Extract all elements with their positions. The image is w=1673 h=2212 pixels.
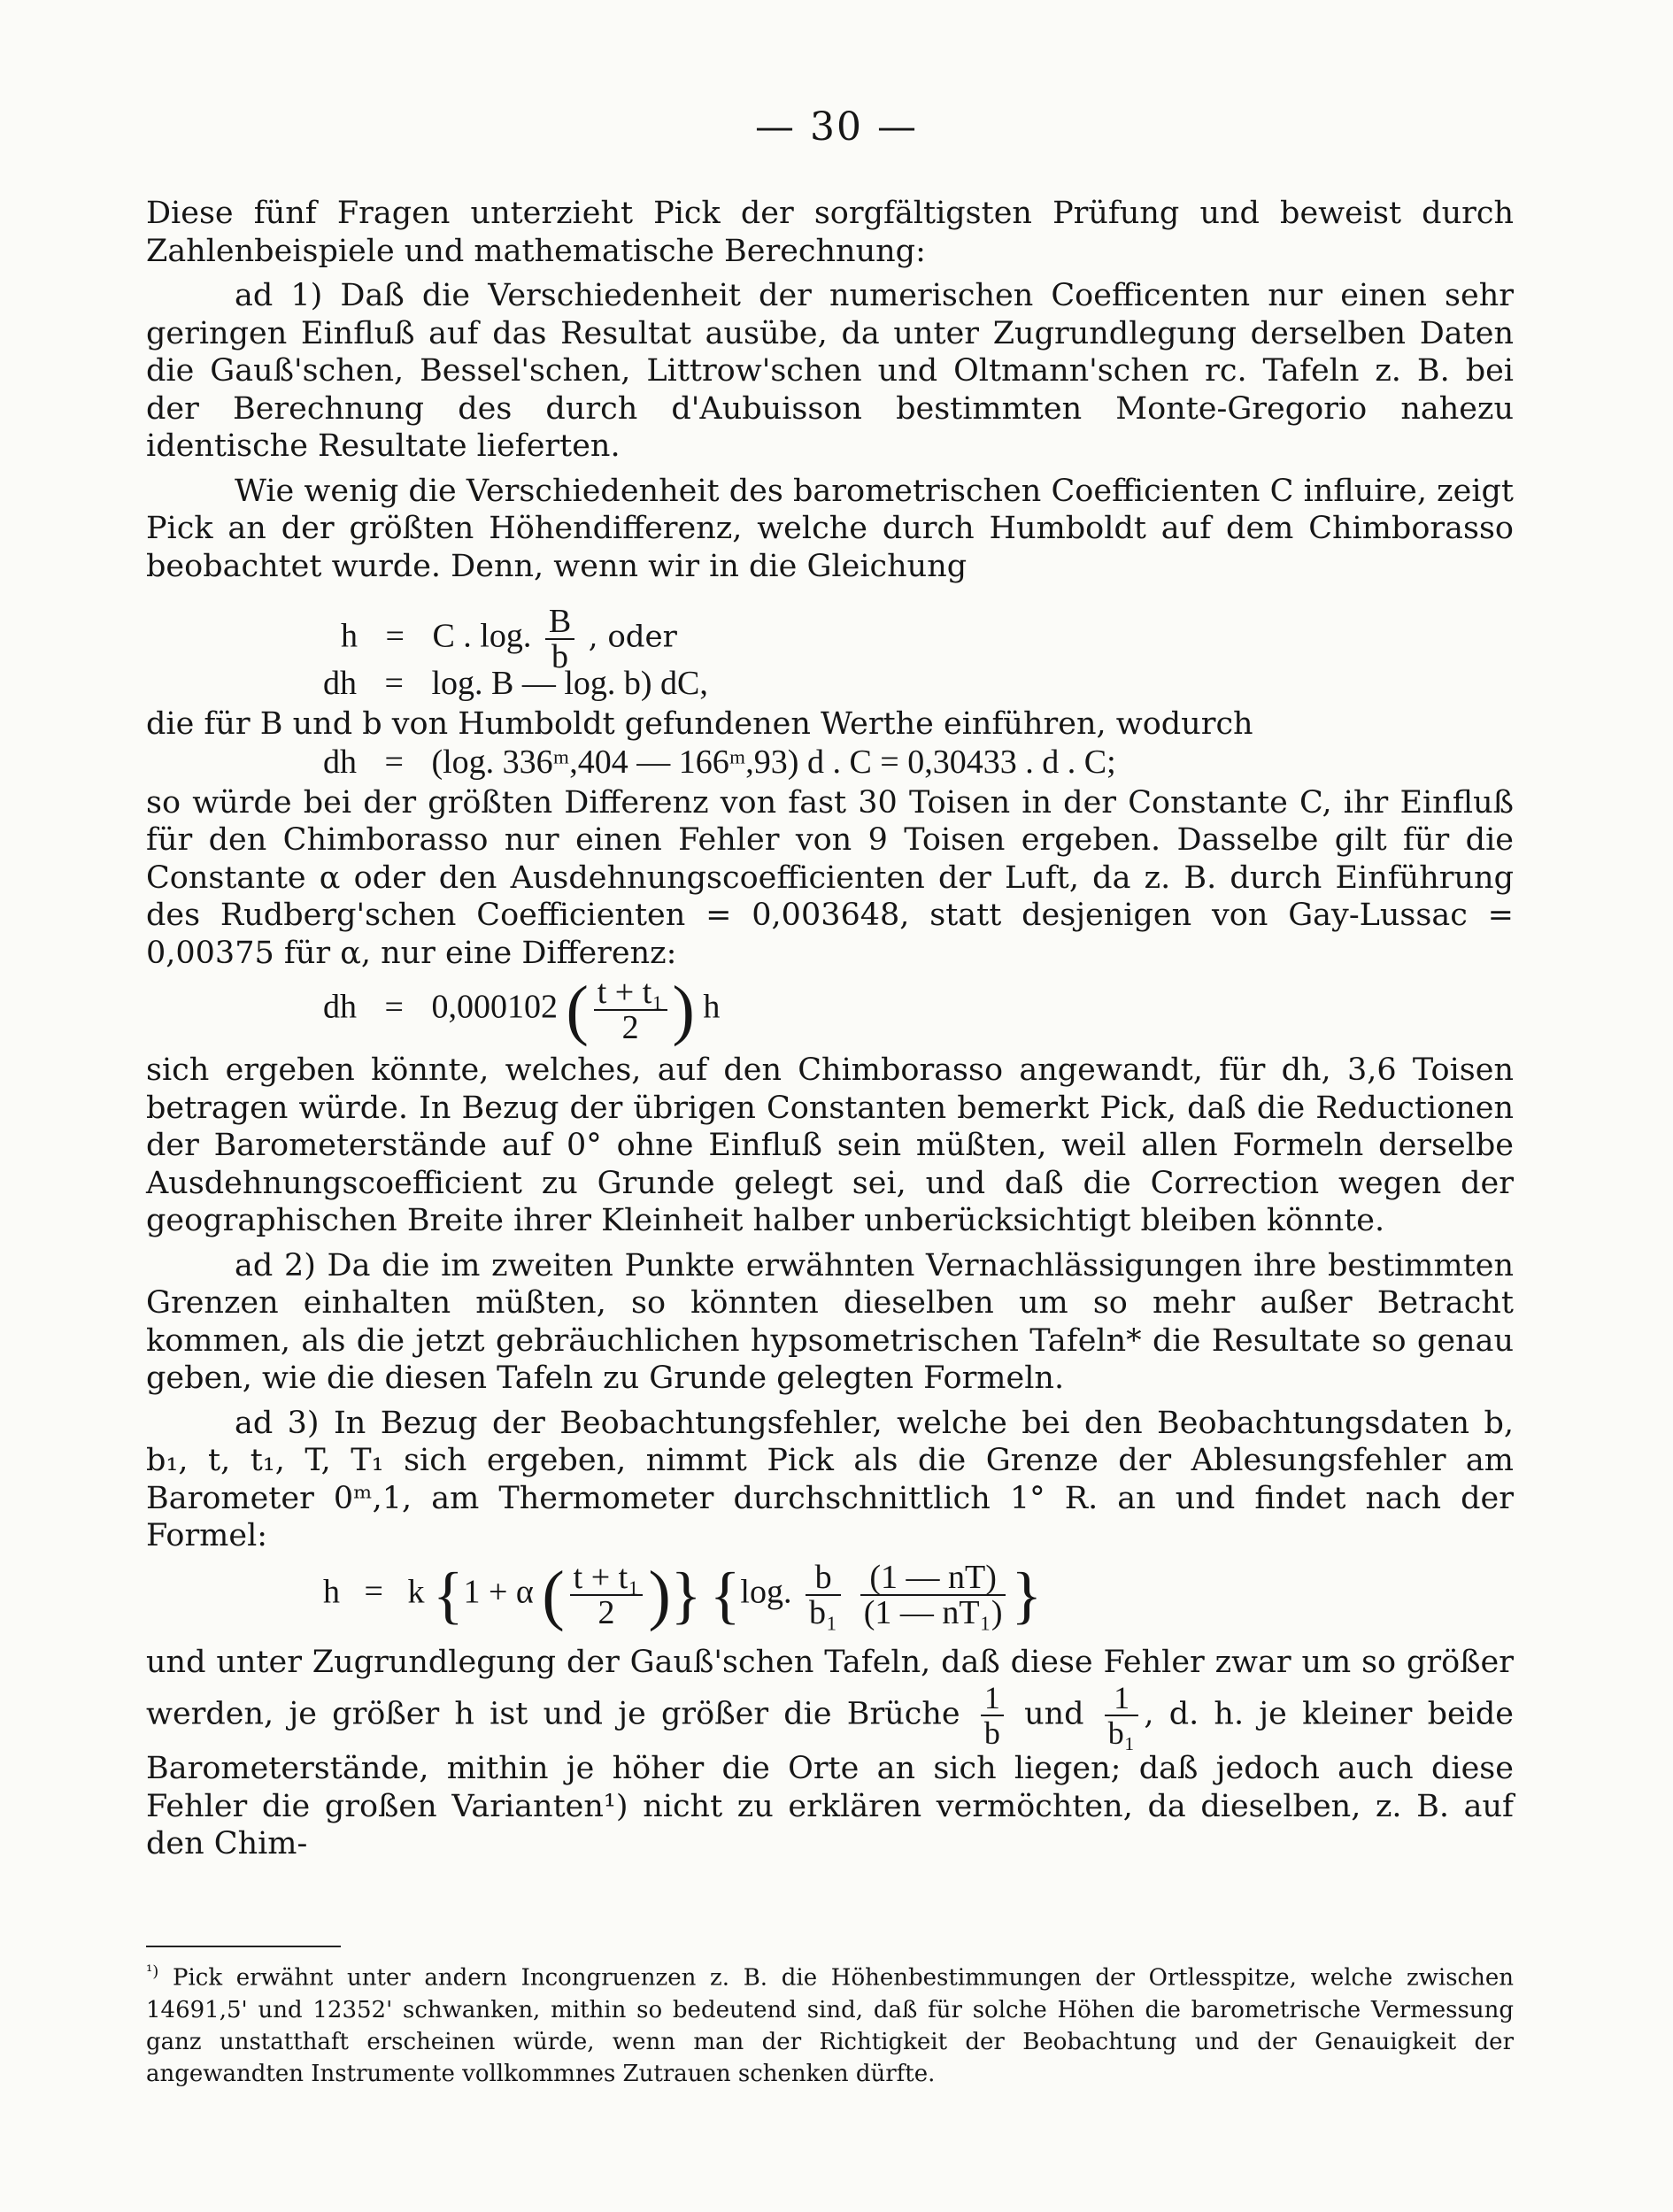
paragraph-ad2: ad 2) Da die im zweiten Punkte erwähnten Vernachlässigungen ihre bestimmten Grenzen einhalten müßten, so könnten dieselben um so mehr außer Betracht kommen, als die jetzt gebräuchlichen hypsometrischen Tafeln* die Resultate so genau geben, wie die diesen Tafeln zu Grunde gelegten Formeln. xyxy=(146,1247,1514,1396)
eq5-open-paren: ( xyxy=(542,1557,565,1632)
footnote-divider xyxy=(146,1946,341,1947)
equation-1 xyxy=(146,585,1514,675)
body-text xyxy=(146,195,1514,1863)
eq5-nt-numerator: (1 — nT) xyxy=(860,1561,1006,1596)
inline-fraction-2-numerator: 1 xyxy=(1105,1681,1139,1716)
eq5-close-brace-1: } xyxy=(670,1559,702,1630)
eq2-rhs: log. B — log. b) dC, xyxy=(431,665,708,702)
eq5-close-brace-2: } xyxy=(1011,1559,1043,1630)
equation-3 xyxy=(146,744,1514,784)
eq5-nt-denominator: (1 — nT₁) xyxy=(863,1593,1003,1631)
eq4-close-paren: ) xyxy=(672,973,695,1047)
eq5-lhs: h xyxy=(323,1573,340,1611)
eq5-fraction-b xyxy=(806,1558,841,1631)
eq5-fraction-nt xyxy=(860,1558,1006,1631)
paragraph-constants: so würde bei der größten Differenz von fast 30 Toisen in der Constante C, ihr Einfluß für den Chimborasso nur einen Fehler von 9 Toisen ergeben. Dasselbe gilt für die Constante α oder den Ausdehnungscoefficienten der Luft, da z. B. durch Einführung des Rudberg'schen Coefficienten = 0,003648, statt desjenigen von Gay-Lussac = 0,00375 für α, nur eine Differenz: xyxy=(146,784,1514,971)
equation-4 xyxy=(146,972,1514,1052)
paragraph-gauss-part-c: , d. h. je kleiner beide Barometerstände, mithin je höher die Orte an sich liegen; daß jedoch auch diese Fehler die großen Varianten¹) nicht zu erklären vermöchten, da dieselben, z. B. auf den Chim- xyxy=(146,1696,1514,1861)
inline-fraction-2-denominator: b₁ xyxy=(1107,1715,1136,1751)
eq3-lhs: dh xyxy=(323,743,357,781)
inline-fraction-1-denominator: b xyxy=(983,1715,1000,1751)
eq4-denominator: 2 xyxy=(621,1009,639,1046)
equation-5 xyxy=(146,1555,1514,1644)
eq5-open-brace-1: { xyxy=(432,1559,464,1630)
eq5-temp-numerator: t + t₁ xyxy=(570,1561,644,1596)
inline-fraction-1 xyxy=(981,1681,1004,1750)
eq5-one-plus-alpha: 1 + α xyxy=(463,1573,534,1611)
inline-fraction-1-numerator: 1 xyxy=(981,1681,1004,1716)
paragraph-coefficient: Wie wenig die Verschiedenheit des barometrischen Coefficienten C influire, zeigt Pick an der größten Höhendifferenz, welche durch Humboldt auf dem Chimborasso beobachtet wurde. Denn, wenn wir in die Gleichung xyxy=(146,473,1514,584)
footnote-text: Pick erwähnt unter andern Incongruenzen z. B. die Höhenbestimmungen der Ortlesspitze, welche zwischen 14691,5' und 12352' schwanken, mithin so bedeutend sind, daß für solche Höhen die barometrische Vermessung ganz unstatthaft erscheinen würde, wenn man der Richtigkeit der Beobachtung und der Genauigkeit der angewandten Instrumente vollkommnes Zutrauen schenken dürfte. xyxy=(146,1964,1514,2087)
footnote xyxy=(146,1956,1514,2090)
paragraph-ad1: ad 1) Daß die Verschiedenheit der numerischen Coefficenten nur einen sehr geringen Einfluß auf das Resultat ausübe, da unter Zugrundlegung derselben Daten die Gauß'schen, Bessel'schen, Littrow'schen und Oltmann'schen rc. Tafeln z. B. bei der Berechnung des durch d'Aubuisson bestimmten Monte-Gregorio nahezu identische Resultate lieferten. xyxy=(146,278,1514,464)
eq5-rel: = xyxy=(364,1573,383,1611)
eq5-k: k xyxy=(407,1573,425,1611)
eq4-rel: = xyxy=(384,988,404,1026)
eq5-fraction-temp xyxy=(570,1558,644,1631)
page-number: — 30 — xyxy=(755,104,918,150)
equation-2 xyxy=(146,665,1514,705)
paragraph-chimborasso: sich ergeben könnte, welches, auf den Chimborasso angewandt, für dh, 3,6 Toisen betragen würde. In Bezug der übrigen Constanten bemerkt Pick, daß die Reductionen der Barometerstände auf 0° ohne Einfluß sein müßten, weil allen Formeln derselbe Ausdehnungscoefficient zu Grunde gelegt sei, und daß die Correction wegen der geographischen Breite ihrer Kleinheit halber unberücksichtigt bleiben könnte. xyxy=(146,1052,1514,1238)
eq2-lhs: dh xyxy=(323,665,357,702)
eq4-coefficient: 0,000102 xyxy=(431,988,558,1026)
paragraph-intro: Diese fünf Fragen unterzieht Pick der sorgfältigsten Prüfung und beweist durch Zahlenbeispiele und mathematische Berechnung: xyxy=(146,196,1514,269)
eq1-tail: , oder xyxy=(588,619,677,655)
eq1-fraction xyxy=(545,605,574,674)
eq1-rhs: C . log. xyxy=(432,617,532,655)
footnote-mark: ¹) xyxy=(146,1962,159,1981)
paragraph-gauss-part-b: und xyxy=(1024,1696,1084,1732)
eq4-open-paren: ( xyxy=(566,973,589,1047)
eq5-close-paren: ) xyxy=(648,1557,671,1632)
eq5-log: log. xyxy=(740,1573,792,1611)
eq3-rel: = xyxy=(384,743,404,781)
paragraph-gauss xyxy=(146,1644,1514,1863)
eq5-b-denominator: b₁ xyxy=(808,1593,838,1631)
eq4-lhs: dh xyxy=(323,988,357,1026)
paragraph-humboldt: die für B und b von Humboldt gefundenen Werthe einführen, wodurch xyxy=(146,706,1253,742)
eq5-b-numerator: b xyxy=(806,1561,841,1596)
eq4-numerator: t + t₁ xyxy=(594,975,667,1011)
eq1-numerator: B xyxy=(545,605,574,640)
inline-fraction-2 xyxy=(1105,1681,1139,1750)
eq3-rhs: (log. 336ᵐ,404 — 166ᵐ,93) d . C = 0,30433 . d . C; xyxy=(431,743,1116,781)
eq4-fraction xyxy=(594,975,667,1044)
eq5-temp-denominator: 2 xyxy=(598,1593,615,1631)
eq2-rel: = xyxy=(384,665,404,702)
eq1-rel: = xyxy=(385,617,405,655)
paragraph-gauss-part-a: und unter Zugrundlegung der Gauß'schen Tafeln, daß diese Fehler zwar um so größer werden, je größer h ist und je größer die Brüche xyxy=(146,1644,1514,1732)
eq5-open-brace-2: { xyxy=(709,1559,741,1630)
paragraph-ad3: ad 3) In Bezug der Beobachtungsfehler, welche bei den Beobachtungsdaten b, b₁, t, t₁, T, T₁ sich ergeben, nimmt Pick als die Grenze der Ablesungsfehler am Barometer 0ᵐ,1, am Thermometer durchschnittlich 1° R. an und findet nach der Formel: xyxy=(146,1405,1514,1553)
eq1-lhs: h xyxy=(341,617,358,655)
eq1-denominator: b xyxy=(551,638,569,675)
eq4-tail: h xyxy=(703,988,721,1026)
